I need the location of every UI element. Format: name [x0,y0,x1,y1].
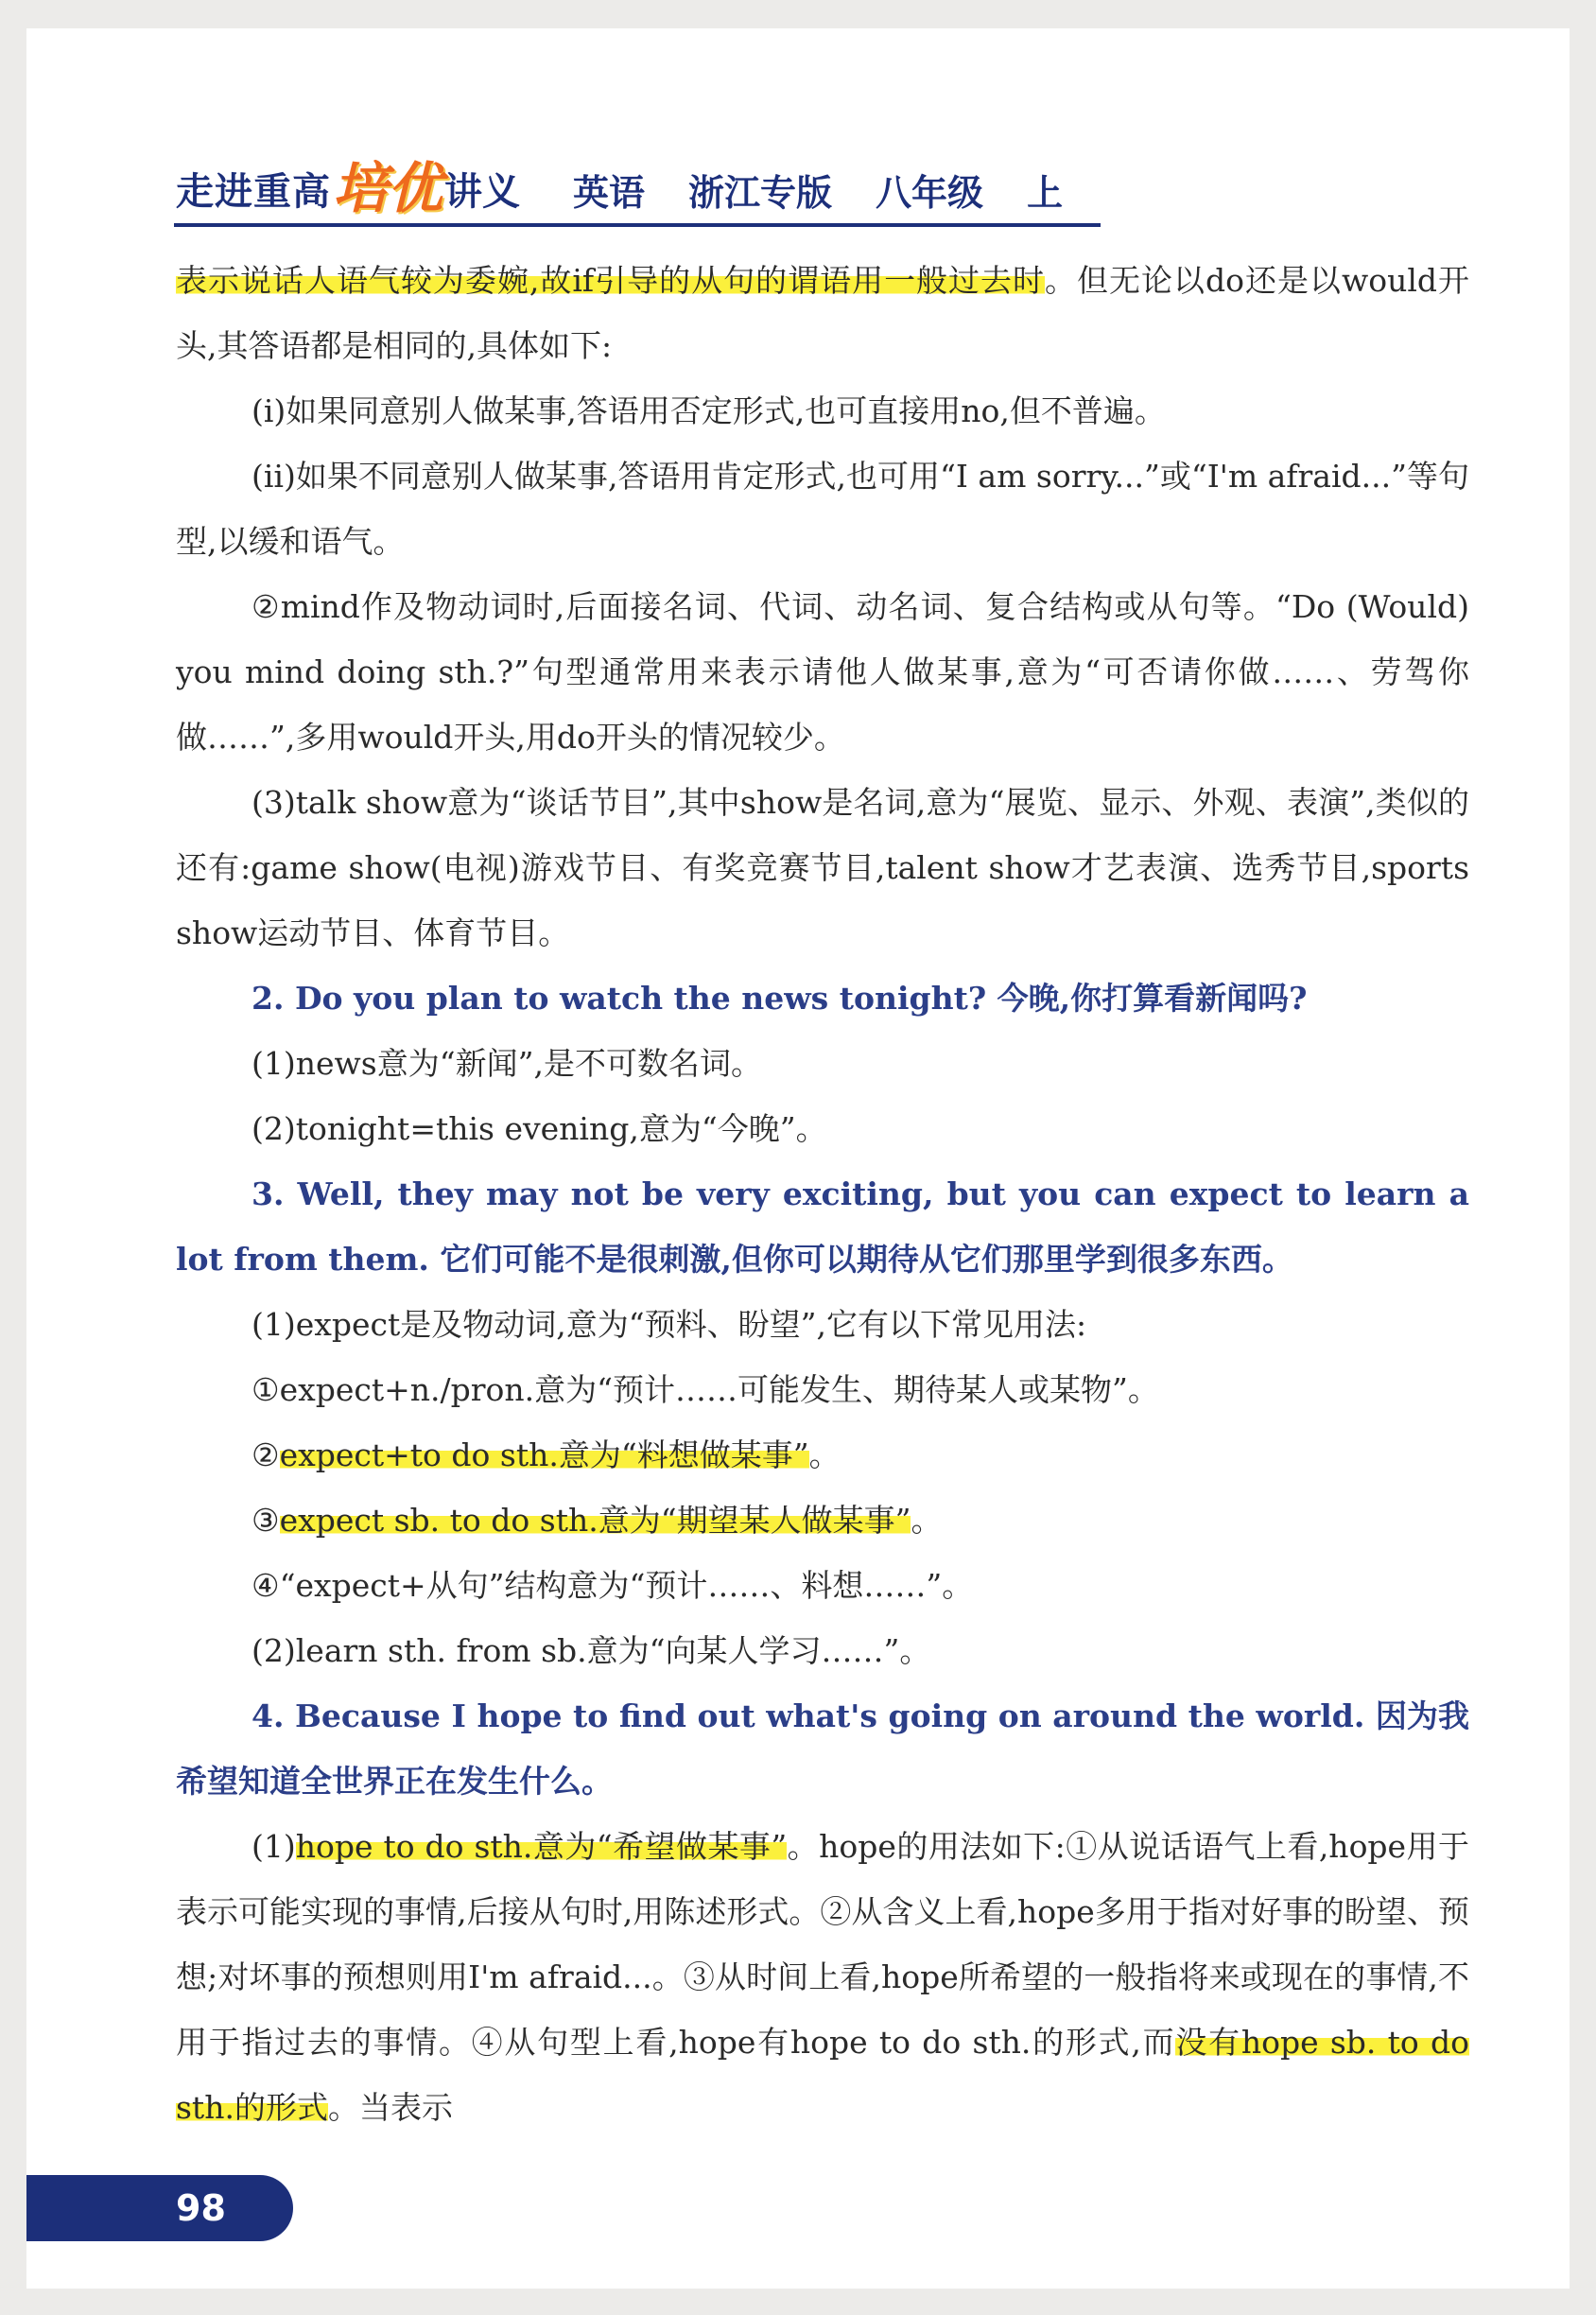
highlighted-text: expect+to do sth.意为“料想做某事” [279,1436,809,1473]
text-run: 。但无论以do还是以would开头,其答语都是相同的,具体如下: [176,262,1469,364]
text-run: 。hope的用法如下:①从说话语气上看,hope用于表示可能实现的事情,后接从句时,用陈述形式。②从含义上看,hope多用于指对好事的盼望、预想;对坏事的预想则用I'm afraid...。③从时间上看,hope所希望的一般指将来或现在的事情,不用于指过去的事情。④从句型上看,hope有hope to do sth.的形式,而 [176,1828,1469,2061]
header-rule [174,223,1101,227]
paragraph [176,378,1469,444]
text-run: (1) [252,1828,296,1865]
brand-suffix: 讲义 [444,170,521,214]
section-heading [176,966,1469,1031]
heading-text: 3. Well, they may not be very exciting, but you can expect to learn a lot from them. 它们可能不是很刺激,但你可以期待从它们那里学到很多东西。 [176,1175,1469,1278]
subject-label: 英语 [573,172,646,214]
page-number: 98 [176,2187,226,2229]
section-heading [176,1683,1469,1814]
grade-label: 八年级 [876,172,984,214]
body-text [176,248,1469,2140]
highlighted-text: hope to do sth.意为“希望做某事” [295,1828,788,1865]
text-run: (2)learn sth. from sb.意为“向某人学习……”。 [252,1632,931,1669]
highlighted-text: expect sb. to do sth.意为“期望某人做某事” [279,1502,911,1539]
text-run: (1)news意为“新闻”,是不可数名词。 [252,1045,762,1082]
heading-text: 2. Do you plan to watch the news tonight? 今晚,你打算看新闻吗? [252,980,1308,1017]
brand-text: 走进重高 [176,170,331,214]
paragraph [176,770,1469,966]
highlighted-text: 没有hope sb. to do sth.的形式 [176,2024,1470,2126]
text-run: (1)expect是及物动词,意为“预料、盼望”,它有以下常见用法: [252,1306,1087,1343]
text-run: ①expect+n./pron.意为“预计……可能发生、期待某人或某物”。 [252,1371,1159,1408]
text-run: ② [252,1436,280,1473]
paragraph [176,574,1469,770]
heading-text: 4. Because I hope to find out what's going on around the world. 因为我希望知道全世界正在发生什么。 [176,1697,1469,1800]
running-header [176,149,1106,220]
highlighted-text: 表示说话人语气较为委婉,故if引导的从句的谓语用一般过去时 [176,262,1046,299]
paragraph [176,1096,1469,1161]
text-run: ②mind作及物动词时,后面接名词、代词、动名词、复合结构或从句等。“Do (Would) you mind doing sth.?”句型通常用来表示请他人做某事,意为“可否请你做……、劳驾你做……”,多用would开头,用do开头的情况较少。 [176,588,1469,756]
paragraph [176,1031,1469,1096]
text-run: ③ [252,1502,280,1539]
edition-label: 浙江专版 [688,172,833,214]
paragraph [176,1292,1469,1357]
paragraph [176,248,1469,378]
paragraph [176,1814,1469,2140]
paragraph [176,1488,1469,1553]
text-run: (2)tonight=this evening,意为“今晚”。 [252,1110,827,1147]
text-run: 。当表示 [327,2089,453,2126]
paragraph [176,1422,1469,1488]
paragraph [176,444,1469,574]
volume-label: 上 [1027,172,1064,214]
text-run: ④“expect+从句”结构意为“预计……、料想……”。 [252,1567,974,1604]
paragraph [176,1618,1469,1683]
section-heading [176,1161,1469,1292]
text-run: 。 [911,1502,943,1539]
brand-highlight: 培优 [333,156,443,220]
text-run: 。 [808,1436,841,1473]
page-number-tab [26,2175,293,2241]
paragraph [176,1553,1469,1618]
text-run: (3)talk show意为“谈话节目”,其中show是名词,意为“展览、显示、外观、表演”,类似的还有:game show(电视)游戏节目、有奖竞赛节目,talent show才艺表演、选秀节目,sports show运动节目、体育节目。 [176,784,1469,951]
paragraph [176,1357,1469,1422]
text-run: (ⅱ)如果不同意别人做某事,答语用肯定形式,也可用“I am sorry...”或“I'm afraid...”等句型,以缓和语气。 [176,458,1469,560]
text-run: (ⅰ)如果同意别人做某事,答语用否定形式,也可直接用no,但不普遍。 [252,392,1166,429]
